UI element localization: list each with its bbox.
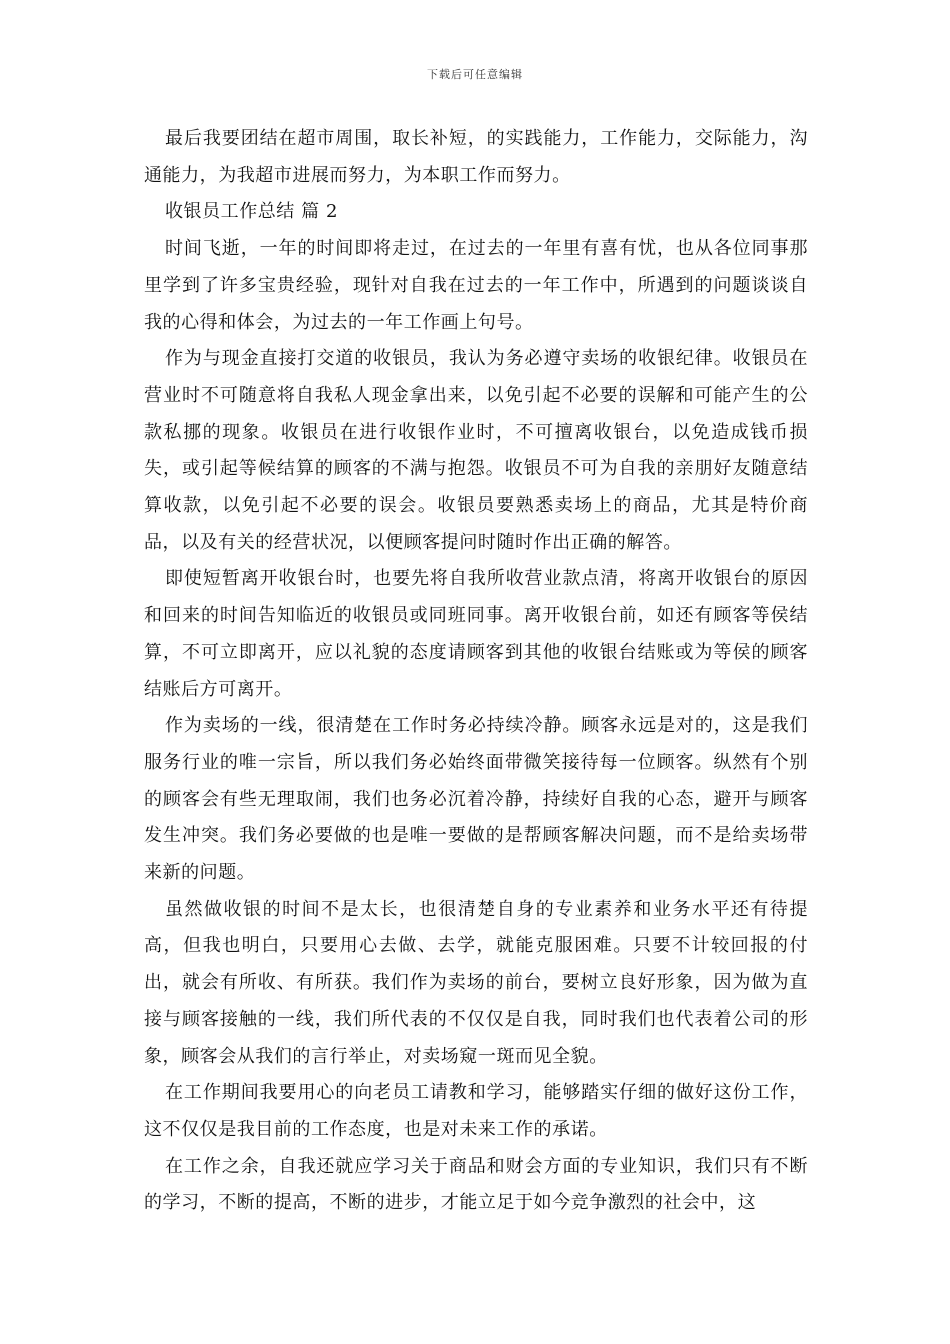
paragraph-intro: 时间飞逝，一年的时间即将走过，在过去的一年里有喜有忧，也从各位同事那里学到了许多宝贵经验，现针对自我在过去的一年工作中，所遇到的问题谈谈自我的心得和体会，为过去的一年工作画上句号。: [144, 238, 808, 333]
paragraph-calm: 作为卖场的一线，很清楚在工作时务必持续冷静。顾客永远是对的，这是我们服务行业的唯一宗旨，所以我们务必始终面带微笑接待每一位顾客。纵然有个别的顾客会有些无理取闹，我们也务必沉着冷静，持续好自我的心态，避开与顾客发生冲突。我们务必要做的也是唯一要做的是帮顾客解决问题，而不是给卖场带来新的问题。: [144, 715, 808, 884]
section-title: 收银员工作总结 篇 2: [165, 201, 338, 223]
paragraph-closing: 最后我要团结在超市周围，取长补短，的实践能力，工作能力，交际能力，沟通能力，为我超市进展而努力，为本职工作而努力。: [144, 128, 808, 186]
paragraph-leaving-counter: 即使短暂离开收银台时，也要先将自我所收营业款点清，将离开收银台的原因和回来的时间告知临近的收银员或同班同事。离开收银台前，如还有顾客等侯结算，不可立即离开，应以礼貌的态度请顾客到其他的收银台结账或为等侯的顾客结账后方可离开。: [144, 568, 808, 700]
paragraph-improvement: 虽然做收银的时间不是太长，也很清楚自身的专业素养和业务水平还有待提高，但我也明白，只要用心去做、去学，就能克服困难。只要不计较回报的付出，就会有所收、有所获。我们作为卖场的前台，要树立良好形象，因为做为直接与顾客接触的一线，我们所代表的不仅仅是自我，同时我们也代表着公司的形象，顾客会从我们的言行举止，对卖场窥一斑而见全貌。: [144, 898, 808, 1067]
paragraph-discipline: 作为与现金直接打交道的收银员，我认为务必遵守卖场的收银纪律。收银员在营业时不可随意将自我私人现金拿出来，以免引起不必要的误解和可能产生的公款私挪的现象。收银员在进行收银作业时，不可擅离收银台，以免造成钱币损失，或引起等候结算的顾客的不满与抱怨。收银员不可为自我的亲朋好友随意结算收款，以免引起不必要的误会。收银员要熟悉卖场上的商品，尤其是特价商品，以及有关的经营状况，以便顾客提问时随时作出正确的解答。: [144, 348, 808, 553]
document-body: [144, 121, 808, 1222]
paragraph-learning: 在工作期间我要用心的向老员工请教和学习，能够踏实仔细的做好这份工作，这不仅仅是我目前的工作态度，也是对未来工作的承诺。: [144, 1082, 808, 1140]
paragraph-study: 在工作之余，自我还就应学习关于商品和财会方面的专业知识，我们只有不断的学习，不断的提高，不断的进步，才能立足于如今竞争激烈的社会中，这: [144, 1155, 808, 1214]
page-header: 下载后可任意编辑: [427, 68, 523, 81]
